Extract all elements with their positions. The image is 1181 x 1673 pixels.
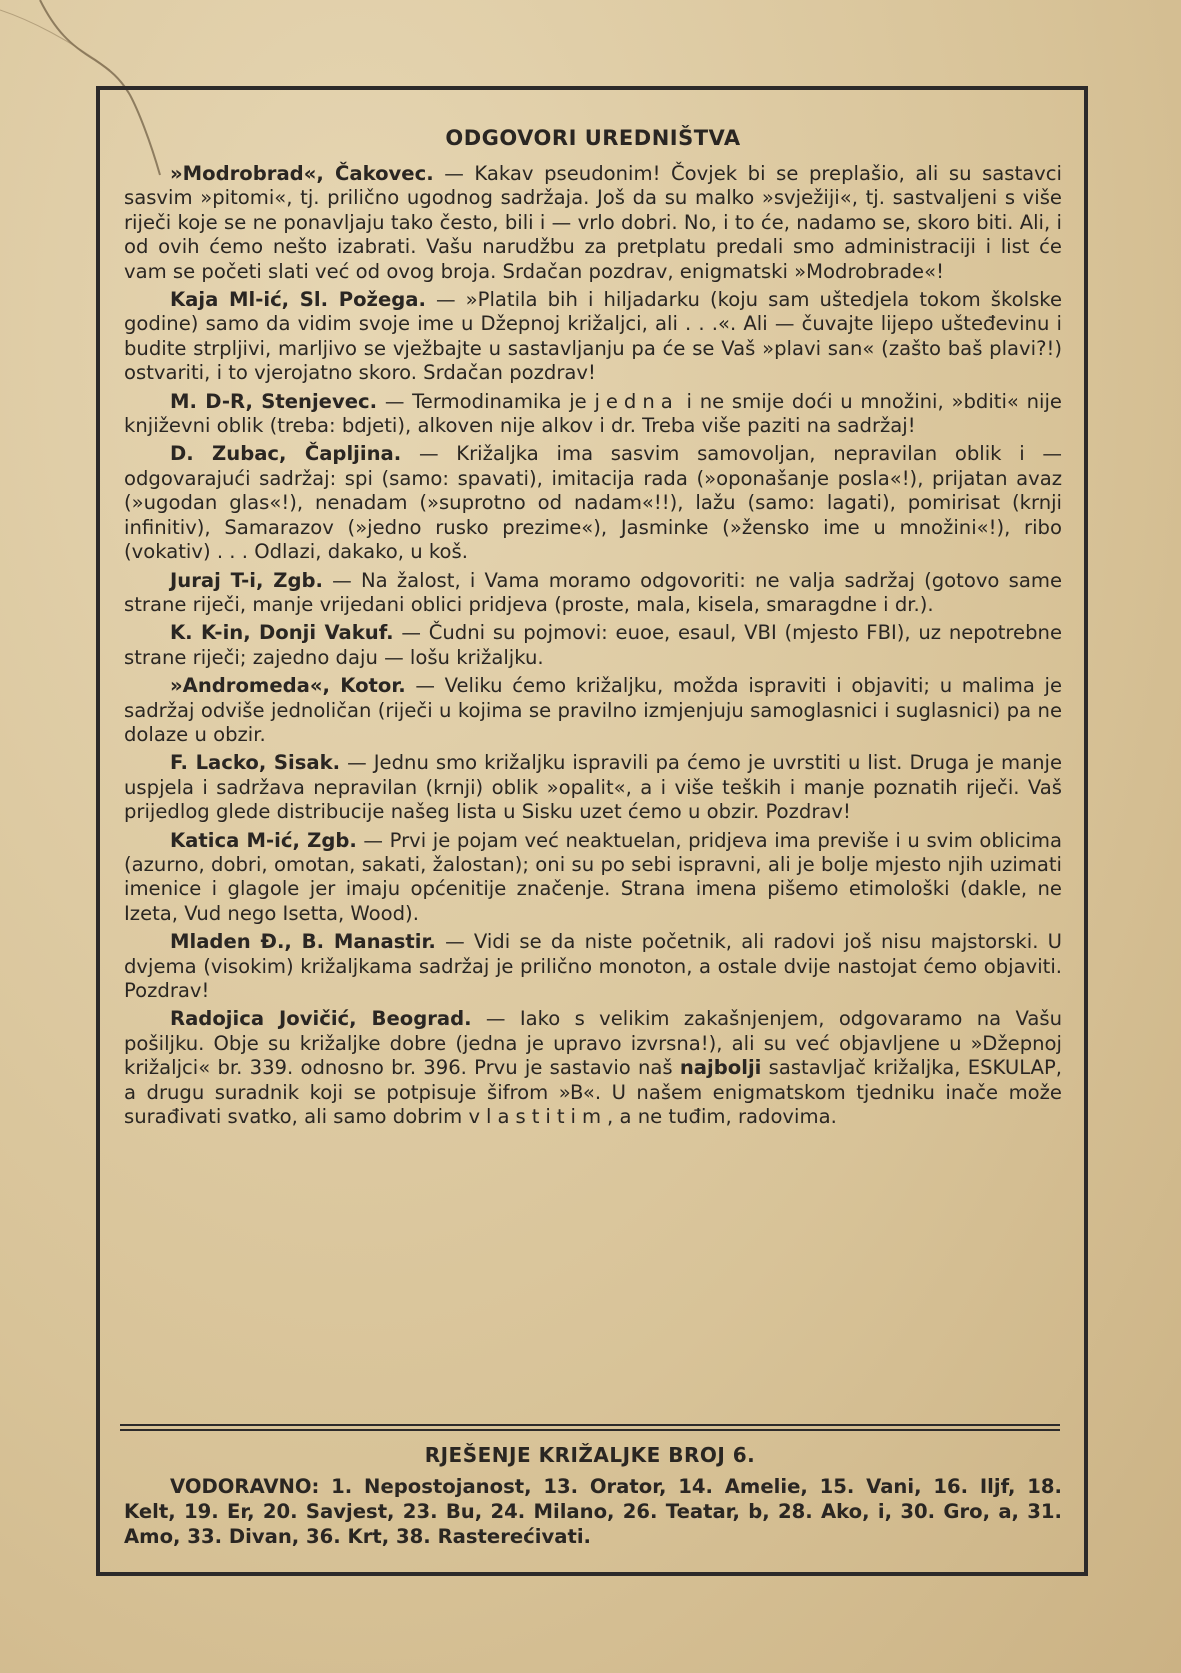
recipient-name: Mladen Đ., B. Manastir.	[170, 930, 436, 954]
answer-text: — Jednu smo križaljku ispravili pa ćemo je uvrstiti u list. Druga je manje uspjela i sadržava nepravilan (krnji) oblik »opalit«, a i više teških i manje poznatih riječi. Vaš prijedlog glede distribucije našeg lista u Sisku uzet ćemo u obzir. Pozdrav!	[124, 751, 1062, 824]
solution-answers: 1. Nepostojanost, 13. Orator, 14. Amelie, 15. Vani, 16. Iljf, 18. Kelt, 19. Er, 20. Savjest, 23. Bu, 24. Milano, 26. Teatar, b, 28. Ako, i, 30. Gro, a, 31. Amo, 33. Divan, 36. Krt, 38. Rasterećivati.	[124, 1475, 1062, 1548]
answer-entry	[124, 390, 1062, 439]
spaced-word: vlastitim	[468, 1105, 608, 1129]
answer-entry	[124, 442, 1062, 564]
answer-text: — »Platila bih i hiljadarku (koju sam uštedjela tokom školske godine) samo da vidim svoje ime u Džepnoj križaljci, ali . . .«. Ali — čuvajte lijepo ušteđevinu i budite strpljivi, marljivo se vježbajte u sastavljanju pa će se Vaš »plavi san« (zašto baš plavi?!) ostvariti, i to vjerojatno skoro. Srdačan pozdrav!	[124, 288, 1063, 385]
answer-text: — Iako s velikim zakašnjenjem, odgovaramo na Vašu pošiljku. Obje su križaljke dobre (jedna je upravo izvrsna!), ali su već objavljene u »Džepnoj križaljci« br. 339. odnosno br. 396. Prvu je sastavio naš	[124, 1007, 1062, 1080]
answer-text: , a ne tuđim, radovima.	[607, 1105, 837, 1129]
answer-text: — Na žalost, i Vama moramo odgovoriti: ne valja sadržaj (gotovo same strane riječi, manje vrijedani oblici pridjeva (proste, mala, kisela, smaragdne i dr.).	[124, 568, 1062, 616]
answer-entry	[124, 288, 1062, 386]
answer-text: — Prvi je pojam već neaktuelan, pridjeva ima previše i u svim oblicima (azurno, dobri, omotan, sakati, žalostan); oni su po sebi ispravni, ali je bolje mjesto njih uzimati imenice i glagole jer imaju općenitije značenje. Strana imena pišemo etimološki (dakle, ne Izeta, Vud nego Isetta, Wood).	[124, 828, 1063, 925]
answer-entry	[124, 930, 1062, 1003]
recipient-name: M. D-R, Stenjevec.	[170, 389, 378, 413]
recipient-name: Radojica Jovičić, Beograd.	[170, 1007, 472, 1031]
recipient-name: »Andromeda«, Kotor.	[170, 674, 406, 698]
editorial-answers	[124, 126, 1062, 1133]
recipient-name: »Modrobrad«, Čakovec.	[170, 162, 434, 185]
answer-text: — Križaljka ima sasvim samovoljan, nepravilan oblik i — odgovarajući sadržaj: spi (samo: spavati), imitacija rada (»oponašanje posla«!), prijatan avaz (»ugodan glas«!), nenadam (»suprotno od nadam«!!), lažu (samo: lagati), pomirisat (krnji infinitiv), Samarazov (»jedno rusko prezime«), Jasminke (»žensko ime u množini«!), ribo (vokativ) . . . Odlazi, dakako, u koš.	[124, 442, 1063, 564]
solution-text	[124, 1474, 1062, 1549]
recipient-name: Kaja Ml-ić, Sl. Požega.	[170, 288, 426, 312]
solution-title: RJEŠENJE KRIŽALJKE BROJ 6.	[424, 1443, 756, 1467]
answer-text: — Čudni su pojmovi: euoe, esaul, VBI (mjesto FBI), uz nepotrebne strane riječi; zajedno daju — lošu križaljku.	[124, 621, 1063, 669]
answer-entry	[124, 829, 1062, 927]
answer-text: — Veliku ćemo križaljku, možda ispraviti i objaviti; u malima je sadržaj odviše jednoličan (riječi u kojima se pravilno izmjenjuju samoglasnici i suglasnici) pa ne dolaze u obzir.	[124, 674, 1062, 746]
solution-label: VODORAVNO:	[170, 1475, 320, 1498]
recipient-name: Katica M-ić, Zgb.	[170, 828, 357, 852]
answer-text: sastavljač križaljka, ESKULAP, a drugu suradnik koji se potpisuje šifrom »B«. U našem enigmatskom tjedniku inače može surađivati svatko, ali samo dobrim	[124, 1056, 1063, 1129]
spaced-word: jedna	[594, 389, 679, 413]
recipient-name: K. K-in, Donji Vakuf.	[170, 621, 394, 645]
answer-entry	[124, 569, 1062, 618]
page-title: ODGOVORI UREDNIŠTVA	[445, 126, 741, 150]
divider-line	[120, 1424, 1060, 1426]
answer-entry	[124, 674, 1062, 747]
answer-text: — Vidi se da niste početnik, ali radovi još nisu majstorski. U dvjema (visokim) križaljkama sadržaj je prilično monoton, a ostale dvije nastojat ćemo objaviti. Pozdrav!	[124, 930, 1063, 1002]
divider-line	[120, 1429, 1060, 1431]
recipient-name: F. Lacko, Sisak.	[170, 751, 341, 775]
answer-entry	[124, 751, 1062, 824]
answer-entry	[124, 162, 1062, 284]
answer-text: — Termodinamika je	[377, 389, 595, 413]
bold-word: najbolji	[679, 1056, 762, 1080]
recipient-name: D. Zubac, Čapljina.	[170, 442, 402, 466]
answer-entry	[124, 621, 1062, 670]
answer-text: — Kakav pseudonim! Čovjek bi se preplašio, ali su sastavci sasvim »pitomi«, tj. prilično ugodnog sadržaja. Još da su malko »svježiji«, tj. sastvaljeni s više riječi koje se ne ponavljaju tako često, bili i — vrlo dobri. No, i to će, nadamo se, skoro biti. Ali, i od ovih ćemo nešto izabrati. Vašu narudžbu za pretplatu predali smo administraciji i list će vam se početi slati već od ovog broja. Srdačan pozdrav, enigmatski »Modrobrade«!	[124, 162, 1062, 283]
answer-text: i ne smije doći u množini, »bditi« nije književni oblik (treba: bdjeti), alkoven nije alkov i dr. Treba više paziti na sadržaj!	[124, 389, 1062, 438]
recipient-name: Juraj T-i, Zgb.	[170, 568, 323, 592]
answer-entry	[124, 1007, 1062, 1129]
